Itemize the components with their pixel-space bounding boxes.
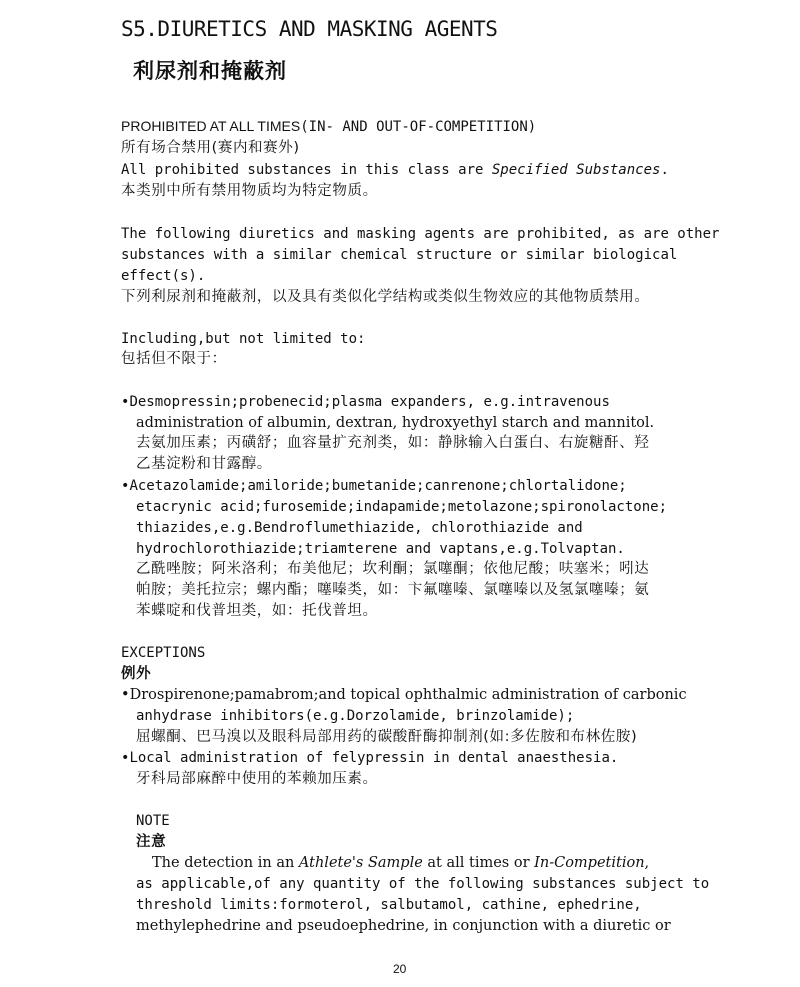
note-text: at all times or [422,855,535,871]
intro-line: effect(s). [121,268,206,284]
section-title-en: S5.DIURETICS AND MASKING AGENTS [121,17,498,41]
bullet: • [121,394,130,410]
prohibited-label [121,116,536,137]
exception-item-text: Drospirenone;pamabrom;and topical ophthalmic administration of carbonic [129,687,687,703]
note-title-zh: 注意 [136,834,167,850]
specified-term: Specified Substances [491,162,661,178]
list-item-zh: 乙酰唑胺；阿米洛利；布美他尼；坎利酮；氯噻酮；依他尼酸；呋塞米；吲达 [136,561,650,577]
note-line: as applicable,of any quantity of the following substances subject to [136,876,710,892]
bullet: • [121,478,130,494]
list-item-zh: 帕胺；美托拉宗；螺内酯；噻嗪类，如：卞氟噻嗪、氯噻嗪以及氢氯噻嗪；氨 [136,582,650,598]
intro-line: The following diuretics and masking agents are prohibited, as are other [121,226,720,242]
specified-tail: . [660,162,669,178]
exceptions-title-zh: 例外 [121,666,152,682]
exception-item-zh: 屈螺酮、巴马溴以及眼科局部用药的碳酸酐酶抑制剂(如:多佐胺和布林佐胺) [136,729,638,745]
exception-item-zh: 牙科局部麻醉中使用的苯赖加压素。 [136,771,378,787]
list-item-text: Acetazolamide;amiloride;bumetanide;canrenone;chlortalidone; [129,478,627,494]
list-item-line: hydrochlorothiazide;triamterene and vaptans,e.g.Tolvaptan. [136,541,625,557]
intro-zh: 下列利尿剂和掩蔽剂，以及具有类似化学结构或类似生物效应的其他物质禁用。 [121,289,650,305]
specified-note-zh: 本类别中所有禁用物质均为特定物质。 [121,183,378,199]
note-line: threshold limits:formoterol, salbutamol, cathine, ephedrine, [136,897,642,913]
specified-lead: All prohibited substances in this class are [121,162,492,178]
prohibited-label-rest: (IN- AND OUT-OF-COMPETITION) [300,119,537,135]
note-title-en: NOTE [136,813,170,829]
list-item-zh: 乙基淀粉和甘露醇。 [136,456,272,472]
exceptions-title-en: EXCEPTIONS [121,645,206,661]
list-item-line: thiazides,e.g.Bendroflumethiazide, chlorothiazide and [136,520,583,536]
note-term: Athlete's Sample [298,855,423,871]
list-item-text: Desmopressin;probenecid;plasma expanders, e.g.intravenous [129,394,610,410]
note-term: In-Competition [534,855,645,871]
prohibited-label-zh: 所有场合禁用(赛内和赛外) [121,140,300,156]
list-item-first-line [121,392,610,412]
intro-line: substances with a similar chemical structure or similar biological [121,247,678,263]
note-line: methylephedrine and pseudoephedrine, in conjunction with a diuretic or [136,918,671,934]
bullet: • [121,687,130,703]
exception-item-first-line [121,748,618,768]
note-line [152,853,649,873]
prohibited-label-bold: PROHIBITED AT ALL TIMES [121,118,301,134]
note-text: , [644,855,650,871]
list-item-line: etacrynic acid;furosemide;indapamide;metolazone;spironolactone; [136,499,668,515]
exception-item-line: anhydrase inhibitors(e.g.Dorzolamide, brinzolamide); [136,708,575,724]
bullet: • [121,750,130,766]
note-text: The detection in an [152,855,299,871]
list-item-line: administration of albumin, dextran, hydroxyethyl starch and mannitol. [136,415,655,431]
list-item-zh: 苯蝶啶和伐普坦类，如：托伐普坦。 [136,603,378,619]
including-zh: 包括但不限于： [121,351,227,367]
list-item-first-line [121,476,627,496]
exception-item-first-line [121,685,687,705]
specified-note [121,160,669,180]
page-number: 20 [393,962,407,976]
including-en: Including,but not limited to: [121,331,366,347]
list-item-zh: 去氨加压素；丙磺舒；血容量扩充剂类，如：静脉输入白蛋白、右旋糖酐、羟 [136,435,650,451]
section-title-zh: 利尿剂和掩蔽剂 [133,59,287,83]
exception-item-text: Local administration of felypressin in dental anaesthesia. [129,750,619,766]
